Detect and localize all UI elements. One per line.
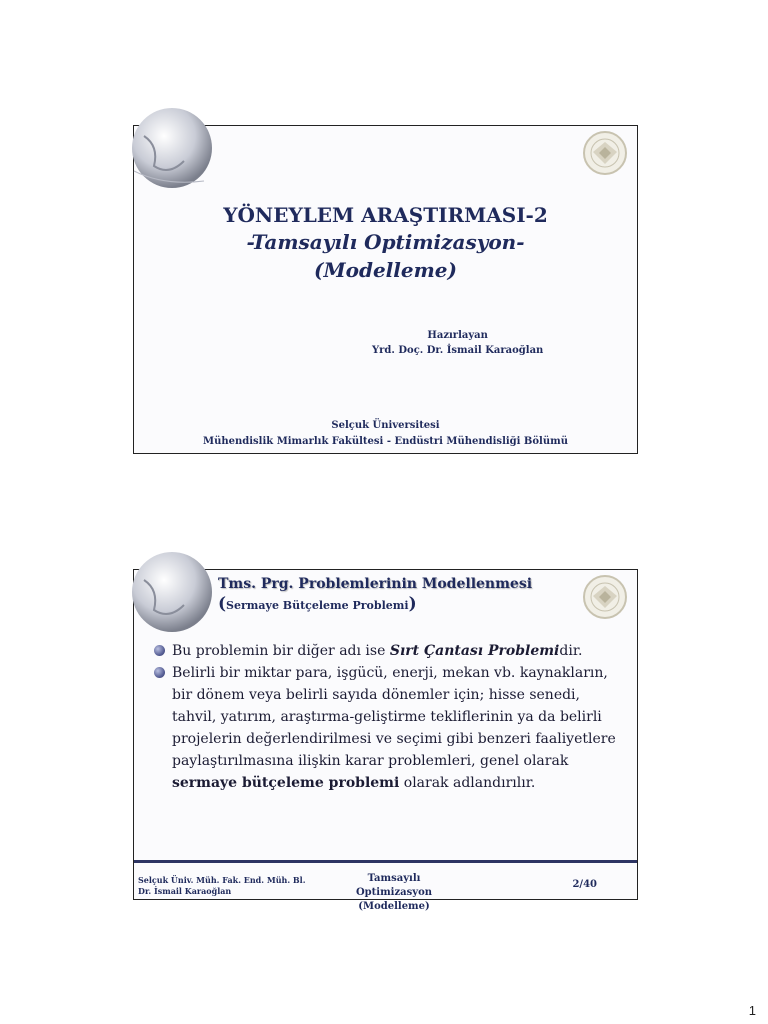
list-item: Bu problemin bir diğer adı ise Sırt Çantası Problemidir.: [154, 640, 619, 662]
university-name: Selçuk Üniversitesi: [331, 420, 440, 431]
title-slide: [133, 125, 638, 454]
globe-icon: [134, 570, 214, 640]
slide-heading: [218, 574, 532, 616]
title-line-2: -Tamsayılı Optimizasyon-: [246, 230, 525, 254]
university-emblem-icon: [579, 574, 631, 620]
university-emblem-icon: [579, 130, 631, 176]
knapsack-emphasis: Sırt Çantası Problemi: [389, 643, 560, 659]
heading-subtitle: (Sermaye Bütçeleme Problemi): [218, 594, 417, 614]
bullet-icon: [154, 645, 165, 656]
author-name: Yrd. Doç. Dr. İsmail Karaoğlan: [372, 345, 544, 356]
title-line-1: YÖNEYLEM ARAŞTIRMASI-2: [223, 203, 548, 227]
subtitle-text: Sermaye Bütçeleme Problemi: [226, 599, 409, 612]
footer-divider: [134, 860, 637, 863]
content-slide: [133, 569, 638, 912]
title-line-3: (Modelleme): [314, 258, 457, 282]
bullet-icon: [154, 667, 165, 678]
footer-center: Tamsayılı Optimizasyon (Modelleme): [355, 873, 433, 912]
slide-page-indicator: 2/40: [572, 879, 597, 890]
heading-title: Tms. Prg. Problemlerinin Modellenmesi: [218, 576, 533, 592]
page-number: 1: [748, 1003, 756, 1018]
globe-icon: [134, 126, 214, 196]
slide-title: [134, 202, 637, 284]
author-block: [372, 328, 543, 358]
faculty-name: Mühendislik Mimarlık Fakültesi - Endüstri Mühendisliği Bölümü: [203, 436, 568, 447]
capital-budgeting-emphasis: sermaye bütçeleme problemi: [172, 775, 400, 791]
list-item: Belirli bir miktar para, işgücü, enerji, mekan vb. kaynakların, bir dönem veya belirli sayıda dönemler için; hisse senedi, tahvil, yatırım, araştırma-geliştirme tekliflerinin ya da belirli projelerin değerlendirilmesi ve seçimi gibi benzeri faaliyetlere paylaştırılmasına ilişkin karar problemleri, genel olarak sermaye bütçeleme problemi olarak adlandırılır.: [154, 662, 619, 794]
footer-left: Selçuk Üniv. Müh. Fak. End. Müh. Bl. Dr. İsmail Karaoğlan: [138, 875, 306, 896]
prepared-label: Hazırlayan: [427, 330, 488, 341]
bullet-list: [154, 640, 619, 794]
organization-block: [134, 418, 637, 450]
